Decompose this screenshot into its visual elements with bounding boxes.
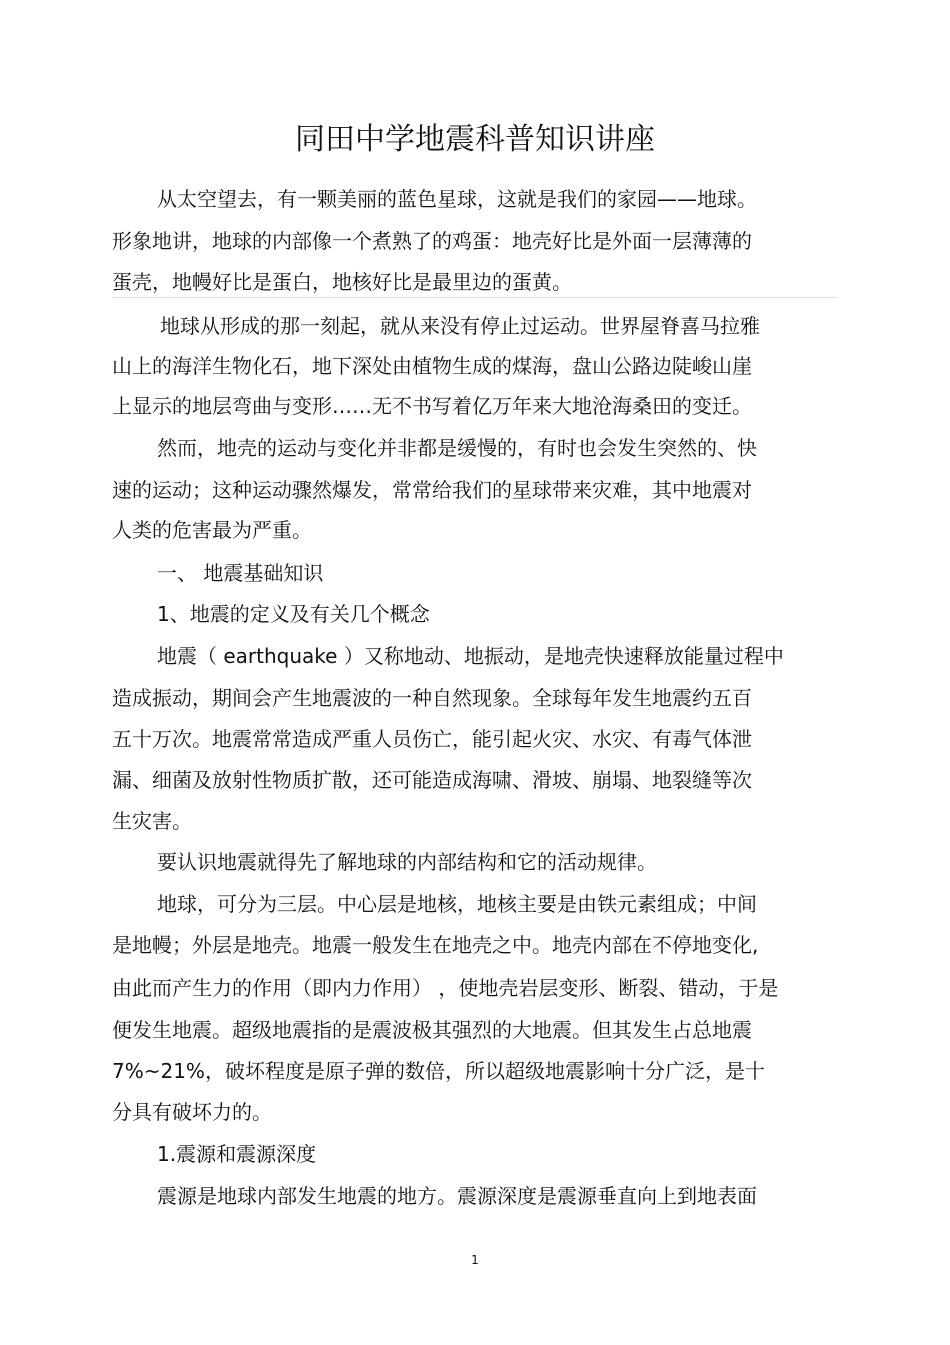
paragraph-line: 便发生地震。超级地震指的是震波极其强烈的大地震。但其发生占总地震 bbox=[112, 1018, 752, 1042]
paragraph-line: 漏、细菌及放射性物质扩散，还可能造成海啸、滑坡、崩塌、地裂缝等次 bbox=[112, 768, 752, 792]
paragraph-line: 形象地讲，地球的内部像一个煮熟了的鸡蛋：地壳好比是外面一层薄薄的 bbox=[112, 229, 752, 253]
paragraph-line: 上显示的地层弯曲与变形……无不书写着亿万年来大地沧海桑田的变迁。 bbox=[112, 394, 752, 418]
paragraph-line: 地球从形成的那一刻起，就从来没有停止过运动。世界屋脊喜马拉雅 bbox=[160, 314, 760, 338]
paragraph-line: 震源是地球内部发生地震的地方。震源深度是震源垂直向上到地表面 bbox=[157, 1184, 757, 1208]
paragraph-line: 人类的危害最为严重。 bbox=[112, 518, 312, 542]
paragraph-line: 分具有破坏力的。 bbox=[112, 1100, 272, 1124]
paragraph-line: 速的运动；这种运动骤然爆发，常常给我们的星球带来灾难，其中地震对 bbox=[112, 478, 752, 502]
paragraph-line: 要认识地震就得先了解地球的内部结构和它的活动规律。 bbox=[157, 850, 657, 874]
paragraph-line: 从太空望去，有一颗美丽的蓝色星球，这就是我们的家园——地球。 bbox=[157, 187, 757, 211]
subsection-heading: 1.震源和震源深度 bbox=[157, 1142, 317, 1166]
paragraph-line: 山上的海洋生物化石，地下深处由植物生成的煤海，盘山公路边陡峻山崖 bbox=[112, 354, 752, 378]
paragraph-line: 然而，地壳的运动与变化并非都是缓慢的，有时也会发生突然的、快 bbox=[157, 436, 757, 460]
paragraph-line: 生灾害。 bbox=[112, 809, 192, 833]
section-heading: 一、 地震基础知识 bbox=[157, 561, 324, 585]
paragraph-line: 地球，可分为三层。中心层是地核，地核主要是由铁元素组成；中间 bbox=[157, 892, 757, 916]
paragraph-line: 是地幔；外层是地壳。地震一般发生在地壳之中。地壳内部在不停地变化, bbox=[112, 933, 759, 957]
page-number: 1 bbox=[471, 1253, 479, 1267]
paragraph-line: 7%~21%，破坏程度是原子弹的数倍，所以超级地震影响十分广泛，是十 bbox=[112, 1059, 765, 1083]
paragraph-line: 五十万次。地震常常造成严重人员伤亡，能引起火灾、水灾、有毒气体泄 bbox=[112, 727, 752, 751]
paragraph-line: 地震（ earthquake ）又称地动、地振动，是地壳快速释放能量过程中 bbox=[157, 644, 784, 668]
divider-line bbox=[112, 297, 838, 298]
document-title: 同田中学地震科普知识讲座 bbox=[295, 122, 655, 157]
subsection-heading: 1、地震的定义及有关几个概念 bbox=[157, 602, 430, 626]
paragraph-line: 造成振动，期间会产生地震波的一种自然现象。全球每年发生地震约五百 bbox=[112, 686, 752, 710]
paragraph-line: 由此而产生力的作用（即内力作用） ，使地壳岩层变形、断裂、错动，于是 bbox=[112, 976, 779, 1000]
paragraph-line: 蛋壳，地幔好比是蛋白，地核好比是最里边的蛋黄。 bbox=[112, 270, 572, 294]
